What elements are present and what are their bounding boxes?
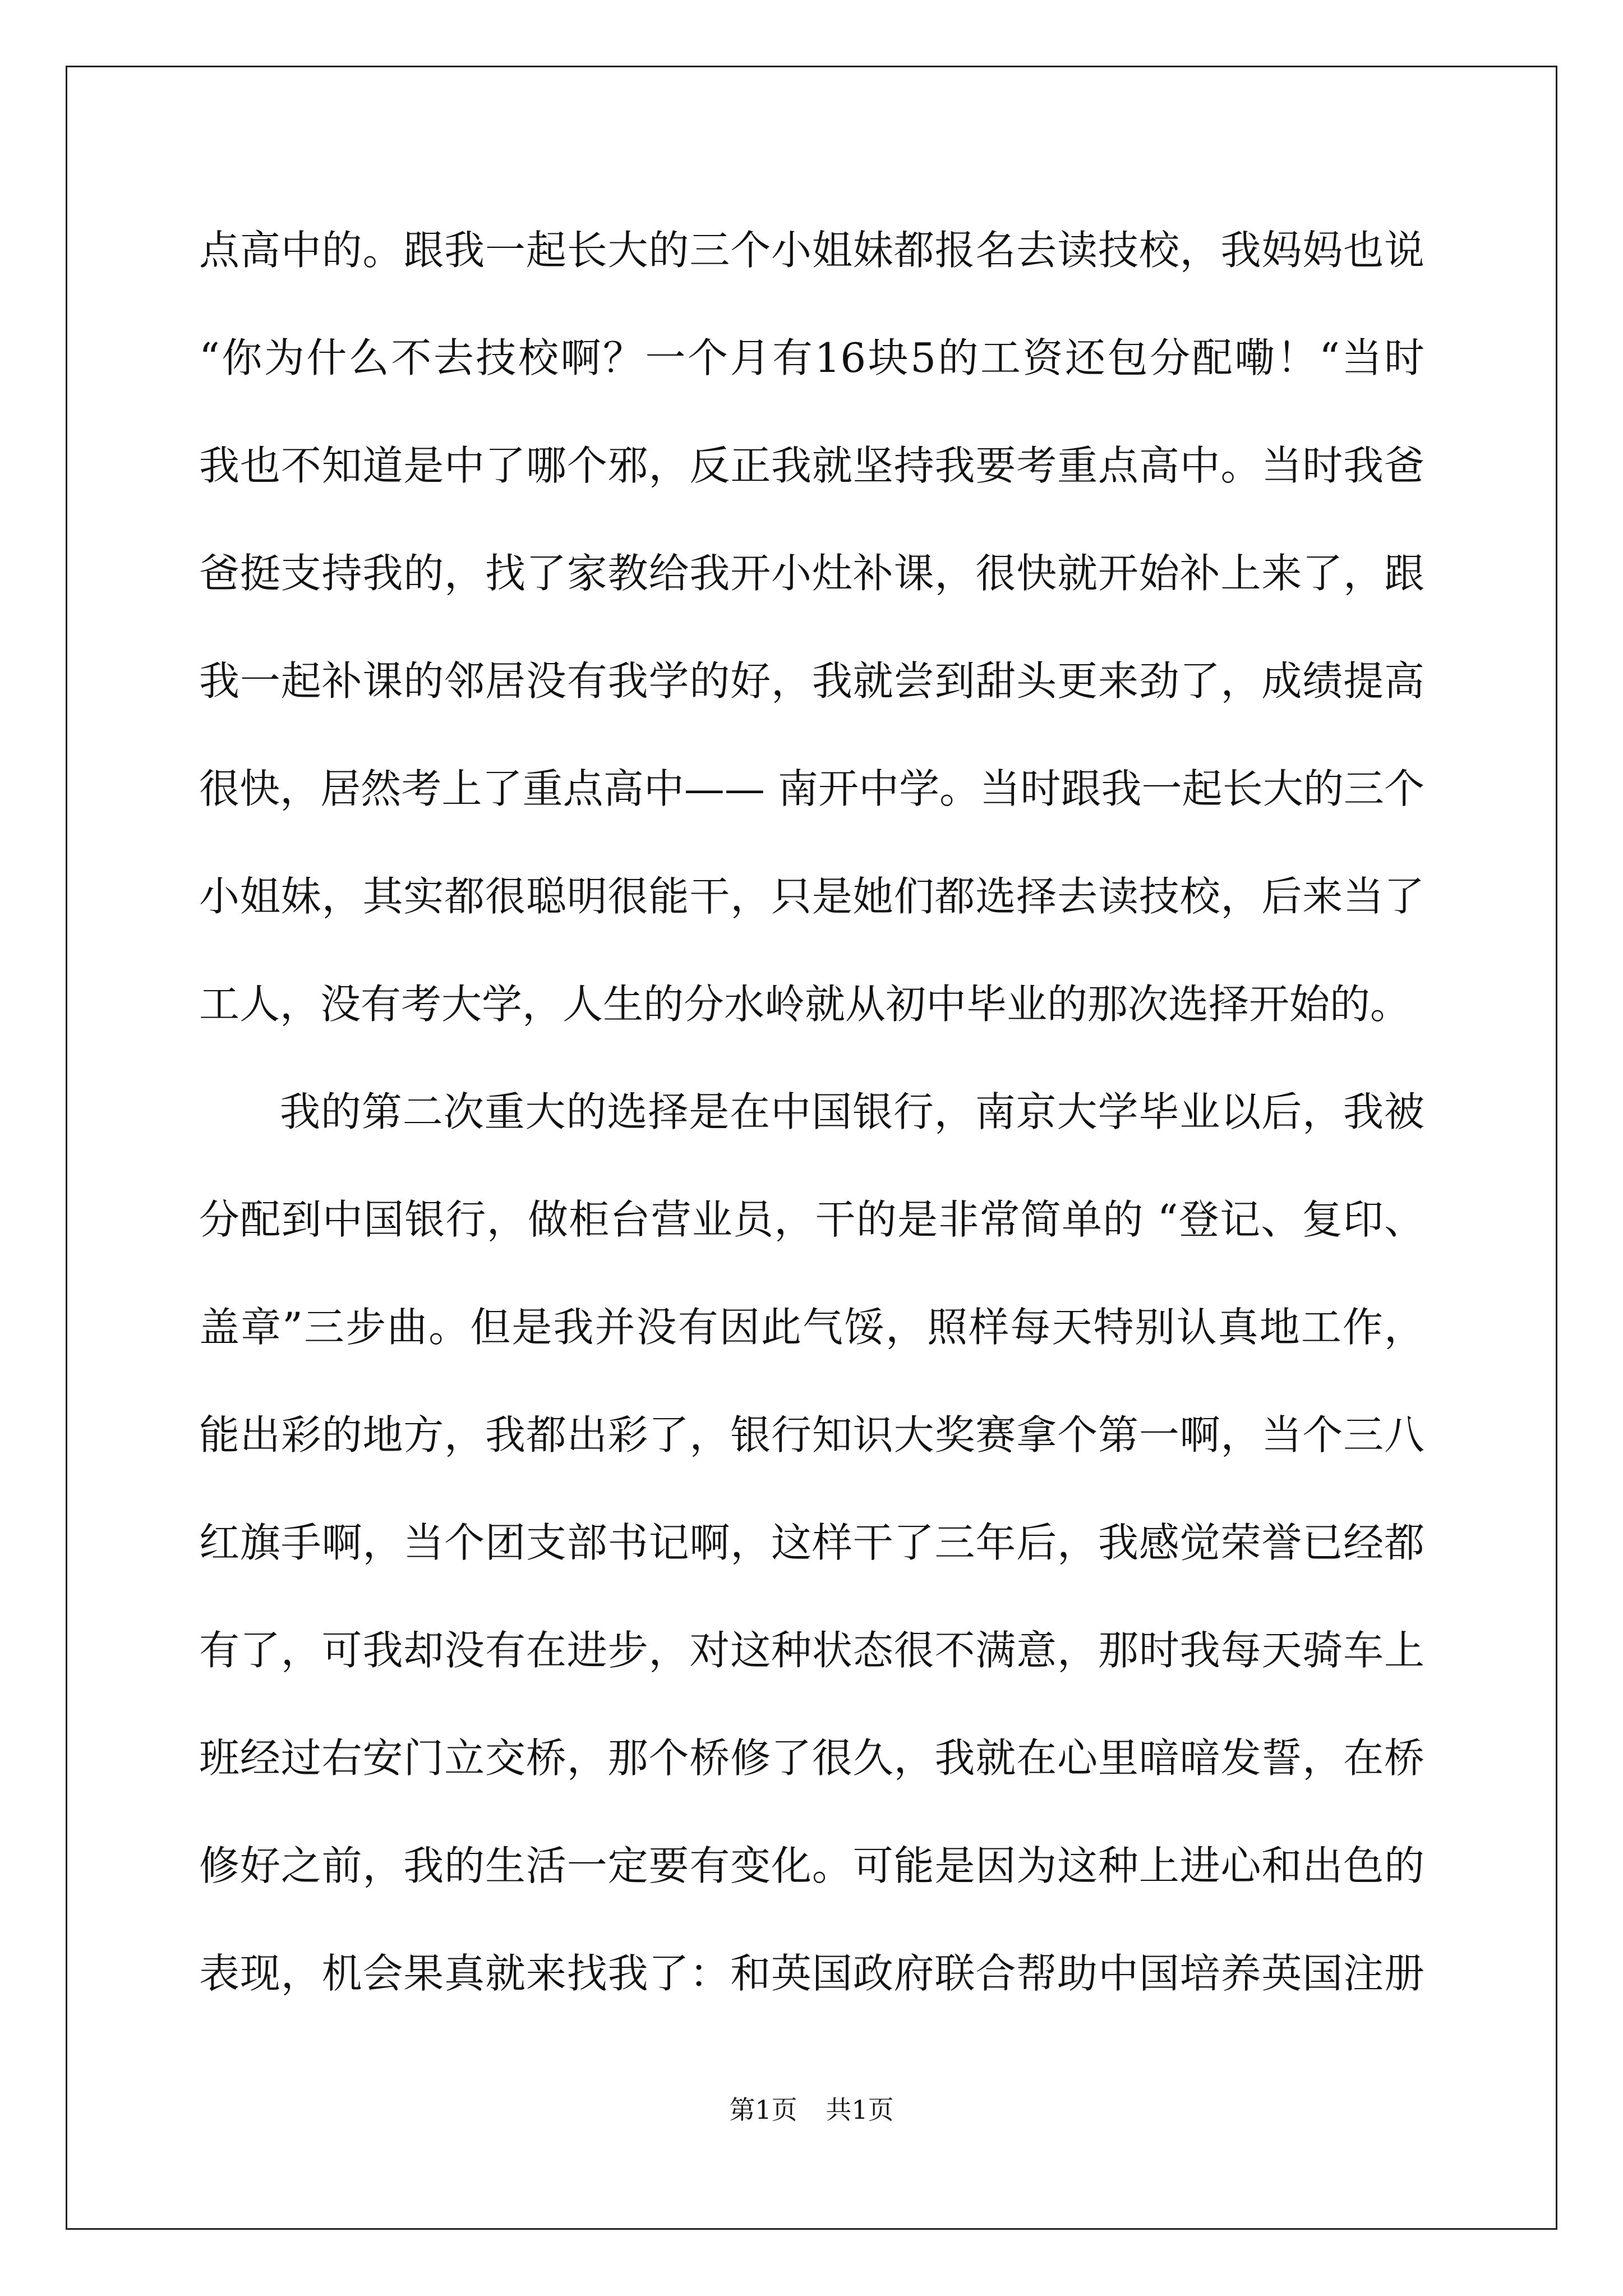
page-number: 第1页 bbox=[729, 2095, 797, 2125]
document-body bbox=[199, 196, 1424, 2027]
text-line: 小姐妹，其实都很聪明很能干，只是她们都选择去读技校，后来当了 bbox=[199, 873, 1424, 920]
text-line: 爸挺支持我的，找了家教给我开小灶补课，很快就开始补上来了，跟 bbox=[199, 550, 1424, 597]
text-line: 工人，没有考大学，人生的分水岭就从初中毕业的那次选择开始的。 bbox=[199, 981, 1411, 1028]
text-line-paragraph-start: 我的第二次重大的选择是在中国银行，南京大学毕业以后，我被 bbox=[280, 1088, 1424, 1135]
text-line: 有了，可我却没有在进步，对这种状态很不满意，那时我每天骑车上 bbox=[199, 1627, 1424, 1674]
text-line: 表现，机会果真就来找我了：和英国政府联合帮助中国培养英国注册 bbox=[199, 1950, 1424, 1997]
text-line: 点高中的。跟我一起长大的三个小姐妹都报名去读技校，我妈妈也说 bbox=[199, 227, 1424, 274]
text-line: 盖章”三步曲。但是我并没有因此气馁，照样每天特别认真地工作， bbox=[199, 1304, 1424, 1351]
text-line: 能出彩的地方，我都出彩了，银行知识大奖赛拿个第一啊，当个三八 bbox=[199, 1411, 1424, 1458]
text-line: 我也不知道是中了哪个邪，反正我就坚持我要考重点高中。当时我爸 bbox=[199, 442, 1424, 489]
text-line: 红旗手啊，当个团支部书记啊，这样干了三年后，我感觉荣誉已经都 bbox=[199, 1519, 1424, 1566]
text-line: 修好之前，我的生活一定要有变化。可能是因为这种上进心和出色的 bbox=[199, 1842, 1424, 1889]
text-line: 我一起补课的邻居没有我学的好，我就尝到甜头更来劲了，成绩提高 bbox=[199, 657, 1424, 705]
page-footer bbox=[0, 2090, 1623, 2127]
total-pages: 共1页 bbox=[826, 2095, 894, 2125]
text-line: 很快，居然考上了重点高中—— 南开中学。当时跟我一起长大的三个 bbox=[199, 765, 1424, 812]
text-line: “你为什么不去技校啊？一个月有16块5的工资还包分配嘞！“当时 bbox=[199, 334, 1424, 381]
text-line: 班经过右安门立交桥，那个桥修了很久，我就在心里暗暗发誓，在桥 bbox=[199, 1734, 1424, 1782]
text-line: 分配到中国银行，做柜台营业员，干的是非常简单的 “登记、复印、 bbox=[199, 1196, 1424, 1243]
